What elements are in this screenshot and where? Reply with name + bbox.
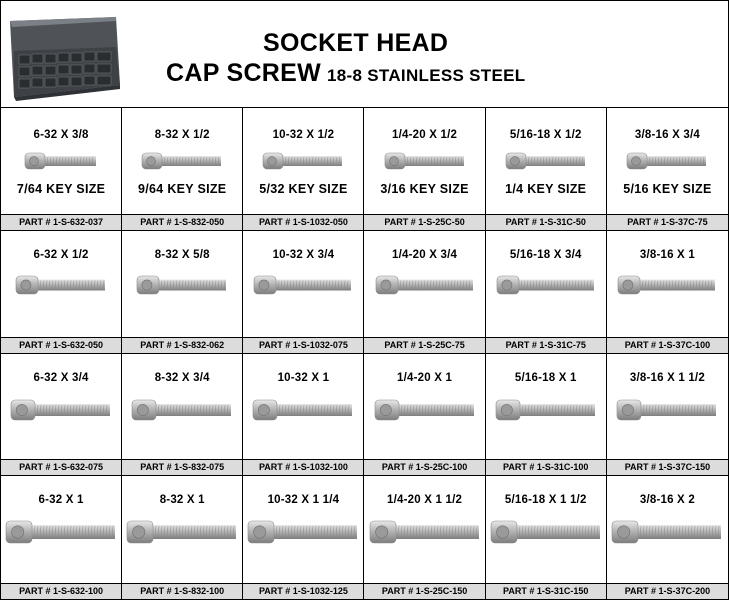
title-material: 18-8 STAINLESS STEEL (327, 66, 526, 85)
screw-size-label: 3/8-16 X 3/4 (634, 129, 700, 141)
part-number-label: PART # 1-S-1032-075 (243, 337, 363, 353)
socket-head-screw-image (136, 275, 228, 295)
title-line-2 (166, 59, 525, 88)
socket-head-screw-image (10, 399, 112, 421)
socket-head-screw-image (505, 152, 587, 170)
title-cap-screw: CAP SCREW (166, 59, 322, 87)
screw-size-label: 10-32 X 1 1/4 (267, 494, 340, 507)
socket-head-screw-image (611, 520, 723, 544)
part-number-label: PART # 1-S-37C-75 (607, 214, 728, 230)
screw-size-label: 10-32 X 1/2 (272, 129, 335, 141)
screw-size-label: 8-32 X 3/4 (154, 371, 210, 384)
screw-size-label: 1/4-20 X 1/2 (392, 129, 458, 141)
screw-cell (122, 476, 243, 599)
screw-size-label: 5/16-18 X 1 1/2 (504, 494, 587, 507)
socket-head-screw-image (262, 152, 344, 170)
screw-size-label: 3/8-16 X 1 1/2 (629, 371, 705, 384)
screw-size-label: 6-32 X 1 (38, 494, 84, 507)
screw-cell (607, 231, 728, 354)
screw-cell (364, 476, 485, 599)
part-number-label: PART # 1-S-31C-50 (486, 214, 606, 230)
part-number-label: PART # 1-S-31C-75 (486, 337, 606, 353)
part-number-label: PART # 1-S-37C-150 (607, 459, 728, 475)
socket-head-screw-image (375, 275, 475, 295)
socket-head-screw-image (15, 275, 107, 295)
part-number-label: PART # 1-S-632-100 (1, 583, 121, 599)
key-size-label: 5/16 KEY SIZE (623, 182, 712, 196)
socket-head-screw-image (5, 520, 117, 544)
screw-cell (1, 354, 122, 477)
part-number-label: PART # 1-S-832-050 (122, 214, 242, 230)
screw-cell (1, 108, 122, 231)
socket-head-screw-image (384, 152, 466, 170)
screw-cell (486, 354, 607, 477)
socket-head-screw-image (496, 275, 596, 295)
title-line-1: SOCKET HEAD (263, 29, 449, 57)
screw-cell (1, 476, 122, 599)
socket-head-screw-image (617, 275, 717, 295)
part-number-label: PART # 1-S-1032-100 (243, 459, 363, 475)
screw-cell (243, 354, 364, 477)
part-number-label: PART # 1-S-31C-100 (486, 459, 606, 475)
part-number-label: PART # 1-S-832-100 (122, 583, 242, 599)
screw-size-label: 10-32 X 3/4 (272, 248, 335, 261)
screw-size-label: 10-32 X 1 (277, 371, 330, 384)
screw-grid (1, 108, 728, 599)
screw-size-label: 8-32 X 1/2 (154, 129, 210, 141)
socket-head-screw-image (126, 520, 238, 544)
socket-head-screw-image (252, 399, 354, 421)
screw-size-label: 5/16-18 X 1/2 (509, 129, 582, 141)
key-size-label: 7/64 KEY SIZE (16, 182, 106, 196)
part-number-label: PART # 1-S-37C-100 (607, 337, 728, 353)
screw-cell (122, 108, 243, 231)
screw-size-label: 5/16-18 X 3/4 (509, 248, 582, 261)
screw-size-label: 6-32 X 3/4 (33, 371, 89, 384)
screw-cell (607, 354, 728, 477)
key-size-label: 9/64 KEY SIZE (138, 182, 227, 196)
part-number-label: PART # 1-S-632-050 (1, 337, 121, 353)
part-number-label: PART # 1-S-632-075 (1, 459, 121, 475)
screw-size-label: 1/4-20 X 1 (397, 371, 453, 384)
screw-cell (364, 231, 485, 354)
socket-head-screw-image (131, 399, 233, 421)
socket-head-screw-image (495, 399, 597, 421)
screw-size-label: 8-32 X 1 (159, 494, 205, 507)
key-size-label: 3/16 KEY SIZE (380, 182, 469, 196)
part-number-label: PART # 1-S-25C-100 (364, 459, 484, 475)
screw-cell (364, 108, 485, 231)
part-number-label: PART # 1-S-31C-150 (486, 583, 606, 599)
screw-size-label: 1/4-20 X 1 1/2 (387, 494, 463, 507)
screw-size-label: 5/16-18 X 1 (514, 371, 577, 384)
screw-cell (486, 231, 607, 354)
screw-cell (607, 108, 728, 231)
screw-cell (243, 476, 364, 599)
part-number-label: PART # 1-S-632-037 (1, 214, 121, 230)
socket-head-screw-image (626, 152, 708, 170)
socket-head-screw-image (369, 520, 481, 544)
part-number-label: PART # 1-S-37C-200 (607, 583, 728, 599)
socket-head-screw-image (24, 152, 98, 170)
screw-cell (364, 354, 485, 477)
screw-cell (122, 354, 243, 477)
screw-size-label: 6-32 X 1/2 (33, 248, 89, 261)
socket-head-screw-image (616, 399, 718, 421)
screw-size-label: 8-32 X 5/8 (154, 248, 210, 261)
screw-cell (243, 231, 364, 354)
part-number-label: PART # 1-S-25C-50 (364, 214, 484, 230)
socket-head-screw-image (141, 152, 223, 170)
screw-cell (486, 108, 607, 231)
screw-cell (486, 476, 607, 599)
screw-size-label: 3/8-16 X 1 (639, 248, 695, 261)
screw-size-label: 1/4-20 X 3/4 (392, 248, 458, 261)
socket-head-screw-image (253, 275, 353, 295)
part-number-label: PART # 1-S-25C-150 (364, 583, 484, 599)
part-number-label: PART # 1-S-1032-050 (243, 214, 363, 230)
socket-head-screw-image (490, 520, 602, 544)
key-size-label: 1/4 KEY SIZE (505, 182, 587, 196)
screw-size-label: 6-32 X 3/8 (33, 129, 89, 141)
header (1, 1, 728, 108)
key-size-label: 5/32 KEY SIZE (259, 182, 348, 196)
screw-cell (243, 108, 364, 231)
part-number-label: PART # 1-S-1032-125 (243, 583, 363, 599)
socket-head-screw-image (247, 520, 359, 544)
socket-head-screw-image (374, 399, 476, 421)
screw-cell (607, 476, 728, 599)
screw-cell (122, 231, 243, 354)
screw-cell (1, 231, 122, 354)
part-number-label: PART # 1-S-832-075 (122, 459, 242, 475)
part-number-label: PART # 1-S-832-062 (122, 337, 242, 353)
storage-case-image (4, 11, 122, 103)
part-number-label: PART # 1-S-25C-75 (364, 337, 484, 353)
screw-size-label: 3/8-16 X 2 (639, 494, 695, 507)
